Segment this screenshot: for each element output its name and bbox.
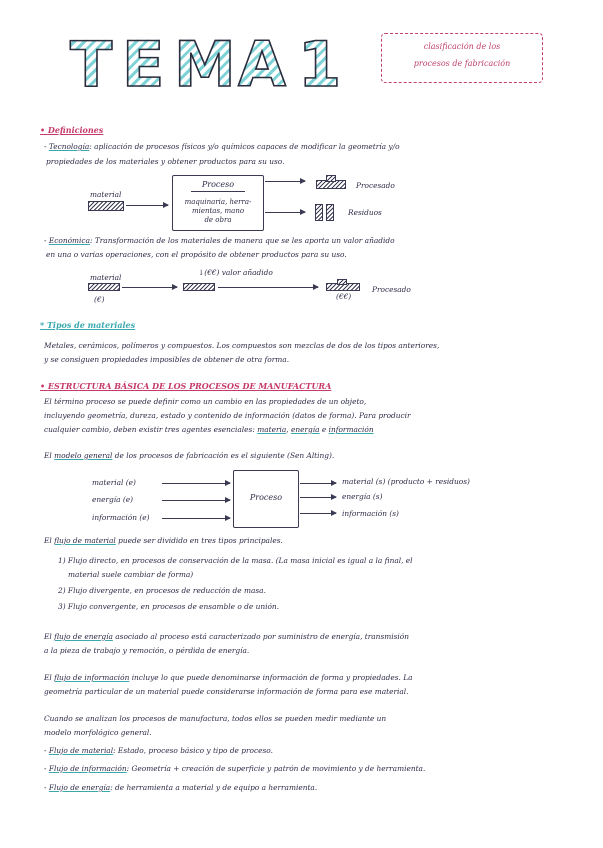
estructura-p6-line2: modelo morfológico general. <box>44 728 152 737</box>
d1-box-line1: maquinaria, herra- <box>184 198 252 206</box>
section-tipos-heading: * Tipos de materiales <box>40 320 136 330</box>
title-letter-m: M <box>174 28 236 101</box>
title-letter-e: E <box>122 28 165 101</box>
d1-arrow-out2 <box>265 212 305 213</box>
p4-el: El <box>44 632 52 641</box>
d3-box-label: Proceso <box>249 493 283 502</box>
estructura-p4-line1 <box>44 632 409 641</box>
subtitle-line2: procesos de fabricación <box>413 59 511 68</box>
subtitle-box <box>381 33 543 83</box>
d2-arrow2 <box>218 287 318 288</box>
b3-text: : de herramienta a material y de equipo a herramienta. <box>110 783 318 792</box>
d2-material-block <box>88 283 120 291</box>
estructura-p4-line2: a la pieza de trabajo y remoción, o pérdida de energía. <box>44 646 250 655</box>
p1-e: e <box>321 425 327 434</box>
d3-process-box <box>233 470 299 528</box>
d1-proceso-underline <box>191 191 245 192</box>
d2-procesado-label: Procesado <box>372 285 411 294</box>
d2-arrow1 <box>122 287 177 288</box>
d1-proceso-label: Proceso <box>201 180 235 189</box>
economica-text2: en una o varias operaciones, con el propósito de obtener productos para su uso. <box>46 250 347 259</box>
flujo-item3: 3) Flujo convergente, en procesos de ensamble o de unión. <box>58 602 280 611</box>
p2-modelo: modelo general <box>54 451 113 460</box>
tipos-text1: Metales, cerámicos, polímeros y compuestos. Los compuestos son mezclas de dos de los tipos anteriores, <box>44 341 440 350</box>
d3-arrow-in2 <box>162 500 230 501</box>
tecnologia-text1: : aplicación de procesos físicos y/o químicos capaces de modificar la geometría y/o <box>89 142 400 151</box>
bullet-flujo-energia: - Flujo de energía: de herramienta a material y de equipo a herramienta. <box>44 783 318 792</box>
d2-procesado-bump <box>337 279 347 285</box>
d1-material-block <box>88 201 124 211</box>
section-estructura-heading: • ESTRUCTURA BÁSICA DE LOS PROCESOS DE MANUFACTURA <box>40 381 332 391</box>
d3-in2: energía (e) <box>92 495 134 504</box>
p1-materia: materia <box>257 425 287 434</box>
p3-flujo: flujo de material <box>54 536 116 545</box>
estructura-p5-line2: geometría particular de un material puede considerarse información de forma para ese material. <box>44 687 409 696</box>
d1-arrow-in <box>126 205 168 206</box>
title-letter-t: T <box>70 28 113 101</box>
estructura-p5-line1 <box>44 673 413 682</box>
bullet-flujo-material: - Flujo de material: Estado, proceso básico y tipo de proceso. <box>44 746 273 755</box>
bullet-flujo-informacion: - Flujo de información: Geometría + creación de superficie y patrón de movimiento y de herramienta. <box>44 764 426 773</box>
p2-el: El <box>44 451 52 460</box>
tecnologia-line1: - Tecnología: aplicación de procesos físicos y/o químicos capaces de modificar la geometría y/o <box>44 142 400 151</box>
estructura-p3-line1 <box>44 536 283 545</box>
d2-ce-label: (€) <box>94 295 105 304</box>
p3-el: El <box>44 536 52 545</box>
d3-arrow-in3 <box>162 518 230 519</box>
d1-material-label: material <box>90 190 122 199</box>
economica-text1: : Transformación de los materiales de manera que se les aporta un valor añadido <box>89 236 395 245</box>
d2-mid-block <box>183 283 215 291</box>
section-estructura-title: ESTRUCTURA BÁSICA DE LOS PROCESOS DE MANUFACTURA <box>47 381 332 391</box>
subtitle-line1: clasificación de los <box>423 42 501 51</box>
p5-rest: incluye lo que puede denominarse información de forma y propiedades. La <box>131 673 413 682</box>
p1-line3-text: cualquier cambio, deben existir tres agentes esenciales: <box>44 425 255 434</box>
d1-box-line2: mientas, mano <box>191 207 245 215</box>
p5-flujo: flujo de información <box>54 673 130 682</box>
b2-text: : Geometría + creación de superficie y patrón de movimiento y de herramienta. <box>126 764 426 773</box>
d3-in3: información (e) <box>92 513 150 522</box>
d3-out3: información (s) <box>342 509 399 518</box>
p1-energia: energía <box>290 425 320 434</box>
p4-rest: asociado al proceso está caracterizado por suministro de energía, transmisión <box>115 632 409 641</box>
estructura-p2-line1 <box>44 451 334 460</box>
b2-label: Flujo de información <box>48 764 127 773</box>
d3-arrow-in1 <box>162 483 230 484</box>
title-letter-1: 1 <box>298 28 342 101</box>
p2-rest: de los procesos de fabricación es el siguiente (Sen Alting). <box>114 451 335 460</box>
d1-procesado-bump <box>326 175 336 182</box>
section-definiciones-heading: • Definiciones <box>40 125 104 135</box>
estructura-p1-line1: El término proceso se puede definir como un cambio en las propiedades de un objeto, <box>44 397 367 406</box>
d1-residuo-block2 <box>326 204 334 221</box>
d1-residuo-block1 <box>315 204 323 221</box>
b3-label: Flujo de energía <box>48 783 111 792</box>
b1-label: Flujo de material <box>48 746 114 755</box>
economica-line1: - Económica: Transformación de los materiales de manera que se les aporta un valor añadido <box>44 236 395 245</box>
p5-el: El <box>44 673 52 682</box>
economica-label: Económica <box>48 236 90 245</box>
d3-out1: material (s) (producto + residuos) <box>342 477 470 486</box>
d3-arrow-out1 <box>300 483 336 484</box>
d1-procesado-label: Procesado <box>356 181 395 190</box>
d3-arrow-out3 <box>300 513 336 514</box>
p4-flujo: flujo de energía <box>54 632 113 641</box>
tecnologia-label: Tecnología <box>48 142 90 151</box>
title-letter-a: A <box>238 28 286 101</box>
d2-valor-label: ↓(€€) valor añadido <box>198 268 273 277</box>
d3-arrow-out2 <box>300 497 336 498</box>
tipos-text2: y se consiguen propiedades imposibles de obtener de otra forma. <box>44 355 290 364</box>
d1-arrow-out1 <box>265 181 305 182</box>
estructura-p1-line2: incluyendo geometría, dureza, estado y contenido de información (datos de forma). Para producir <box>44 411 411 420</box>
p1-comma: , <box>286 425 289 434</box>
d2-material-label: material <box>90 273 122 282</box>
d1-residuos-label: Residuos <box>348 208 382 217</box>
flujo-item2: 2) Flujo divergente, en procesos de reducción de masa. <box>58 586 266 595</box>
p3-rest: puede ser dividido en tres tipos principales. <box>118 536 283 545</box>
b1-text: : Estado, proceso básico y tipo de proceso. <box>113 746 273 755</box>
d3-out2: energía (s) <box>342 492 383 501</box>
d2-cee-label: (€€) <box>336 292 352 301</box>
d3-in1: material (e) <box>92 478 136 487</box>
flujo-item1b: material suele cambiar de forma) <box>68 570 194 579</box>
d1-box-line3: de obra <box>204 216 232 224</box>
estructura-p6-line1: Cuando se analizan los procesos de manufactura, todos ellos se pueden medir mediante un <box>44 714 387 723</box>
section-definiciones-title: Definiciones <box>47 125 104 135</box>
page-title <box>70 28 344 101</box>
section-tipos-title: Tipos de materiales <box>46 320 136 330</box>
tecnologia-text2: propiedades de los materiales y obtener productos para su uso. <box>46 157 285 166</box>
flujo-item1: 1) Flujo directo, en procesos de conservación de la masa. (La masa inicial es igual a la final, el <box>58 556 413 565</box>
p1-informacion: información <box>328 425 374 434</box>
d1-process-box <box>172 175 264 231</box>
estructura-p1-line3 <box>44 425 374 434</box>
